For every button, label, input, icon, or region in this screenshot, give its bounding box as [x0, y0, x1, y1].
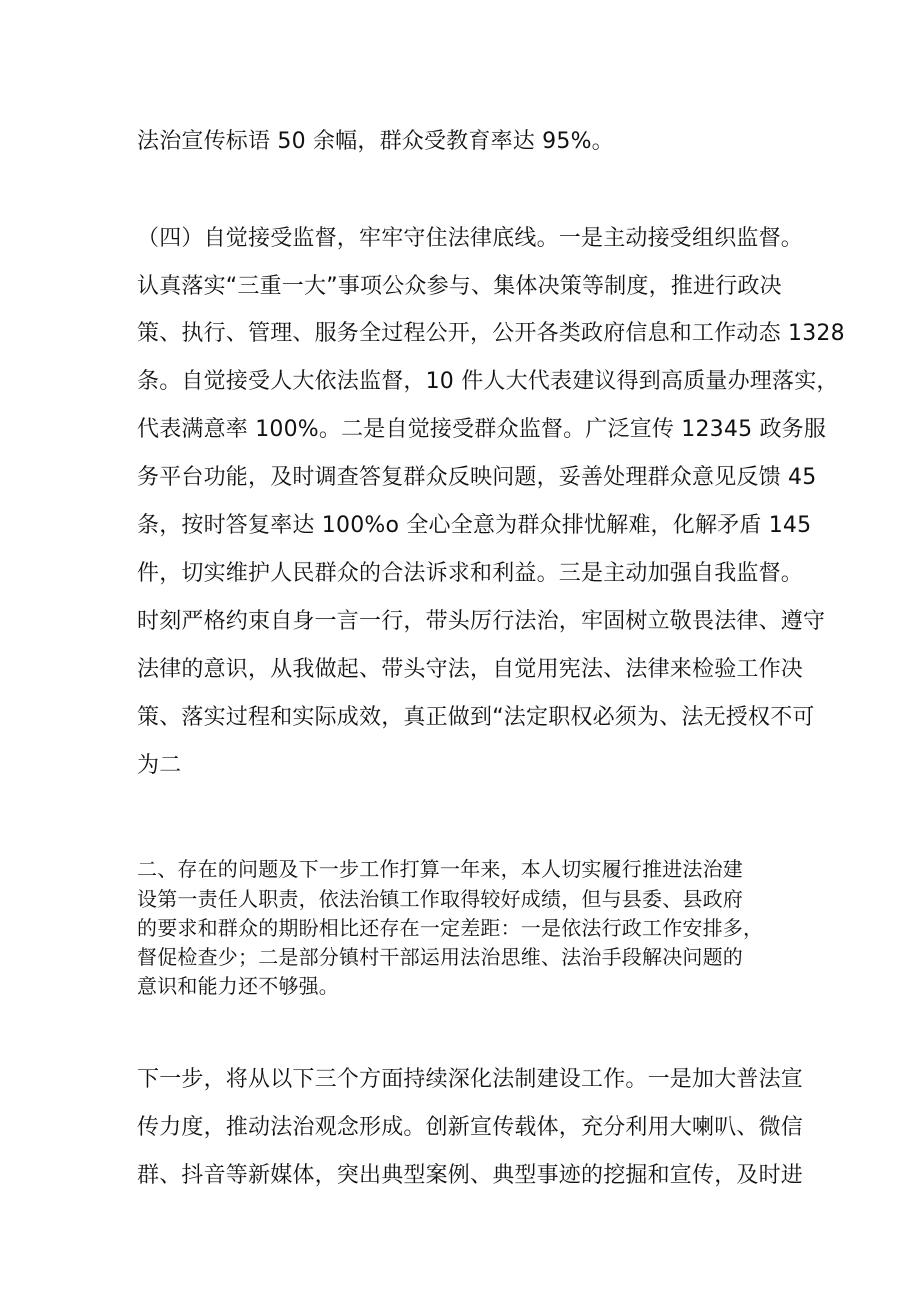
text-line: 下一步，将从以下三个方面持续深化法制建设工作。一是加大普法宣	[137, 1067, 804, 1092]
text-line: 代表满意率 100%。二是自觉接受群众监督。广泛宣传 12345 政务服	[137, 417, 827, 442]
text-line: 策、执行、管理、服务全过程公开，公开各类政府信息和工作动态 1328	[137, 321, 845, 346]
text-line: 传力度，推动法治观念形成。创新宣传载体，充分利用大喇叭、微信	[137, 1115, 804, 1140]
text-line: 认真落实“三重一大”事项公众参与、集体决策等制度，推进行政决	[137, 274, 782, 299]
text-line: 法律的意识，从我做起、带头守法，自觉用宪法、法律来检验工作决	[137, 657, 804, 682]
section-heading-line: （四）自觉接受监督，牢牢守住法律底线。一是主动接受组织监督。	[137, 226, 804, 251]
section-heading-line: 二、存在的问题及下一步工作打算一年来，本人切实履行推进法治建	[137, 857, 743, 881]
text-line: 件，切实维护人民群众的合法诉求和利益。三是主动加强自我监督。	[137, 561, 804, 586]
text-line: 时刻严格约束自身一言一行，带头厉行法治，牢固树立敬畏法律、遵守	[137, 609, 826, 634]
text-line: 法治宣传标语 50 余幅，群众受教育率达 95%。	[137, 129, 614, 154]
text-line: 务平台功能，及时调查答复群众反映问题，妥善处理群众意见反馈 45	[137, 465, 817, 490]
text-line: 为二	[137, 753, 182, 778]
text-line: 群、抖音等新媒体，突出典型案例、典型事迹的挖掘和宣传，及时进	[137, 1163, 804, 1188]
text-line: 条，按时答复率达 100%o 全心全意为群众排忧解难，化解矛盾 145	[137, 513, 812, 538]
text-line: 意识和能力还不够强。	[137, 974, 339, 998]
text-line: 策、落实过程和实际成效，真正做到“法定职权必须为、法无授权不可	[137, 705, 815, 730]
text-line: 条。自觉接受人大依法监督，10 件人大代表建议得到高质量办理落实，	[137, 369, 839, 394]
text-line: 督促检查少；二是部分镇村干部运用法治思维、法治手段解决问题的	[137, 945, 743, 969]
text-line: 的要求和群众的期盼相比还存在一定差距：一是依法行政工作安排多，	[137, 916, 764, 940]
text-line: 设第一责任人职责，依法治镇工作取得较好成绩，但与县委、县政府	[137, 887, 743, 911]
